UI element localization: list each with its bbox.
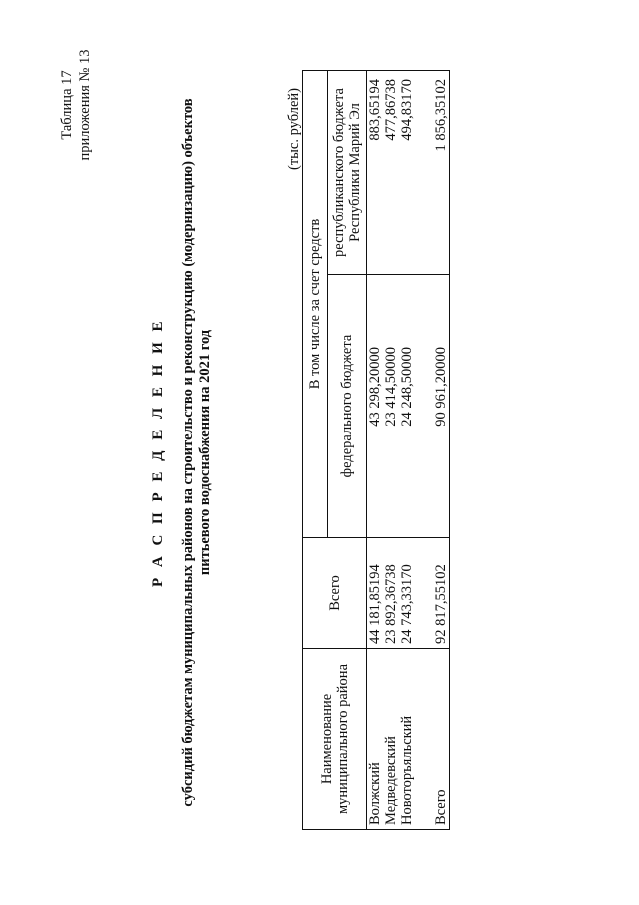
table-body (367, 71, 450, 830)
spacer-row (415, 71, 433, 830)
total-label-cell: Всего (433, 649, 450, 830)
units-label: (тыс. рублей) (286, 88, 302, 170)
republic-total-cell: 1 856,35102 (433, 71, 450, 275)
table-row (367, 71, 384, 830)
header-total: Всего (303, 538, 367, 649)
republic-cell: 494,83170 (399, 71, 415, 275)
total-cell: 24 743,33170 (399, 538, 415, 649)
grand-total-cell: 92 817,55102 (433, 538, 450, 649)
document-subtitle (180, 60, 214, 845)
subtitle-line-2: питьевого водоснабжения на 2021 год (197, 329, 213, 576)
table-number: Таблица 17 (59, 70, 75, 140)
district-name-cell: Волжский (367, 649, 384, 830)
header-district-name: Наименование муниципального района (303, 649, 367, 830)
federal-total-cell: 90 961,20000 (433, 275, 450, 538)
republic-cell: 477,86738 (383, 71, 399, 275)
header-republic: республиканского бюджета Республики Марий Эл (328, 71, 367, 275)
table-row (383, 71, 399, 830)
document-title: Р А С П Р Е Д Е Л Е Н И Е (150, 318, 166, 588)
header-federal: федерального бюджета (328, 275, 367, 538)
subtitle-line-1: субсидий бюджетам муниципальных районов на строительство и реконструкцию (модернизацию) объектов (180, 98, 196, 807)
table-header (303, 71, 367, 830)
total-cell: 23 892,36738 (383, 538, 399, 649)
federal-cell: 23 414,50000 (383, 275, 399, 538)
district-name-cell: Медведевский (383, 649, 399, 830)
total-row (433, 71, 450, 830)
table-reference (58, 45, 94, 165)
republic-cell: 883,65194 (367, 71, 384, 275)
federal-cell: 24 248,50000 (399, 275, 415, 538)
district-name-cell: Новоторъяльский (399, 649, 415, 830)
federal-cell: 43 298,20000 (367, 275, 384, 538)
table-row (399, 71, 415, 830)
total-cell: 44 181,85194 (367, 538, 384, 649)
appendix-number: приложения № 13 (77, 49, 93, 161)
allocation-table (302, 70, 450, 830)
header-funding-group: В том числе за счет средств (303, 71, 328, 538)
